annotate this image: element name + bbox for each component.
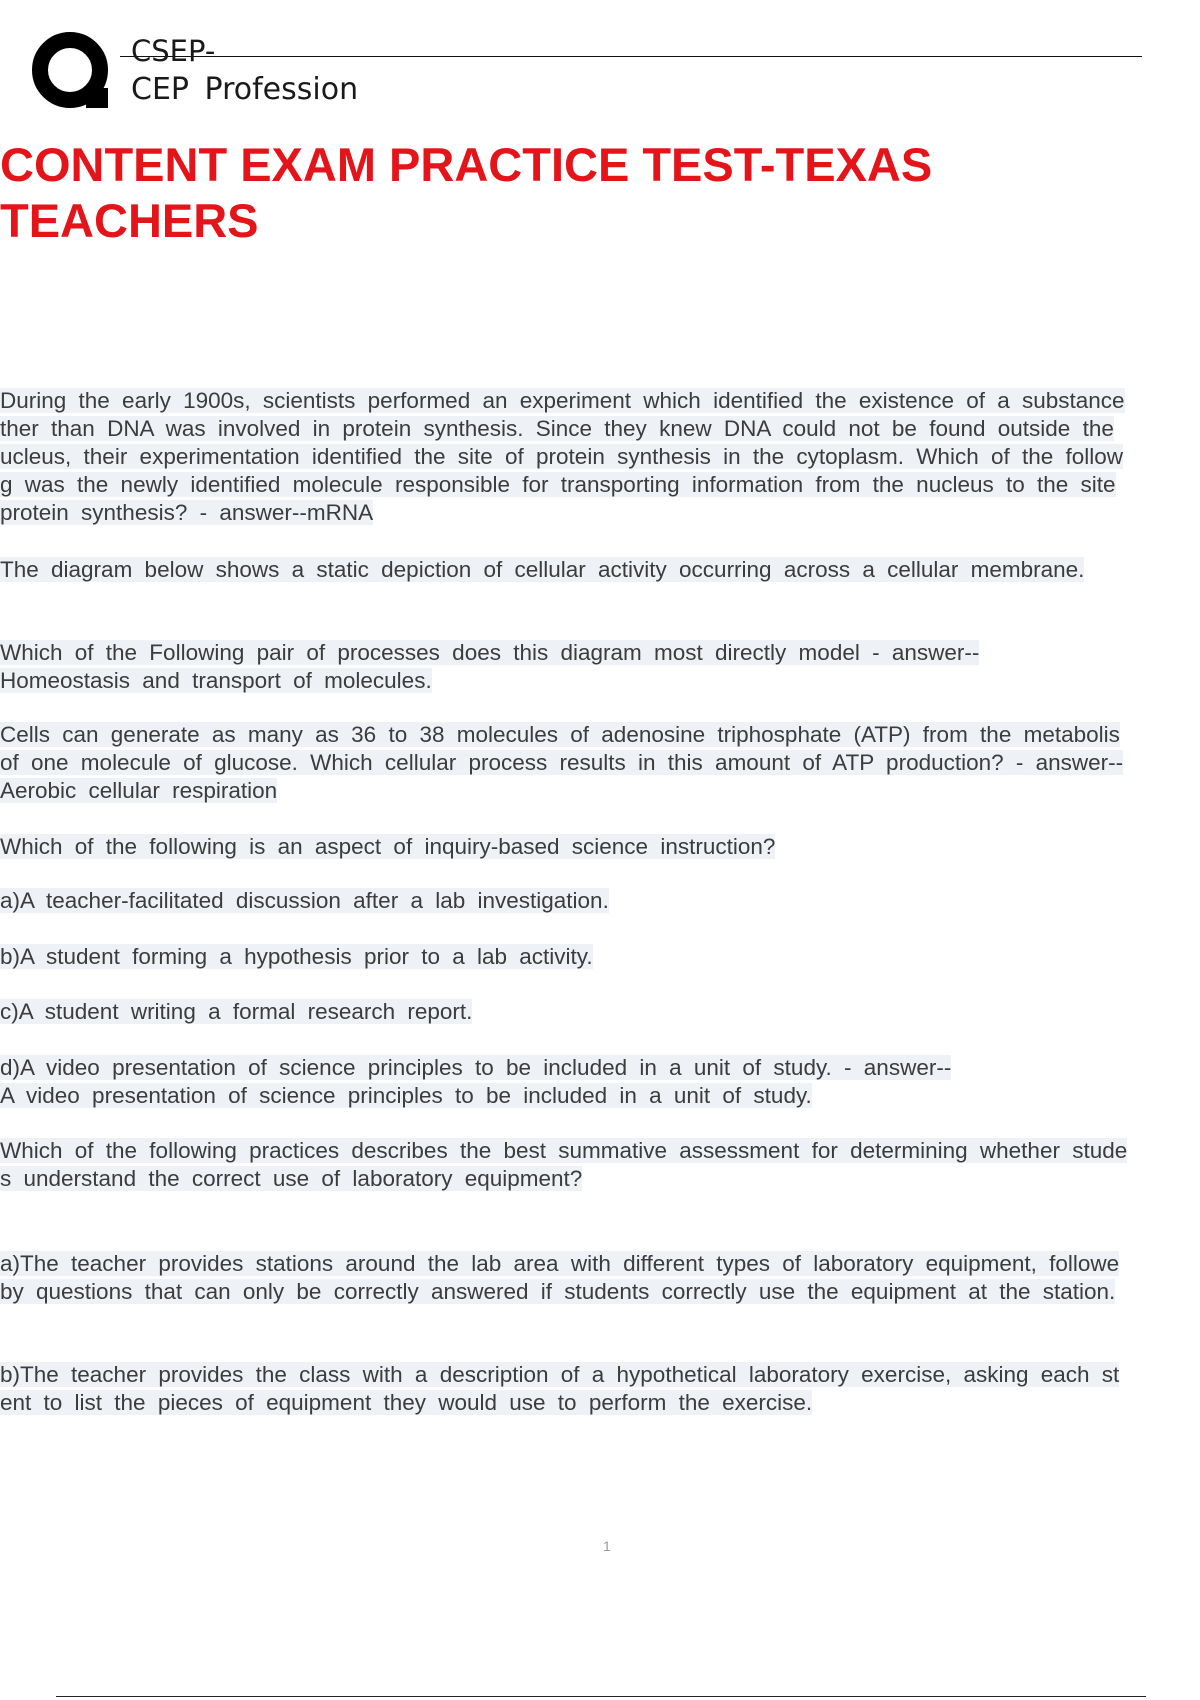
paragraph-line bbox=[0, 443, 1200, 471]
paragraph bbox=[0, 1137, 1200, 1193]
paragraph-line-text: of one molecule of glucose. Which cellular process results in this amount of ATP production? - answer-- bbox=[0, 750, 1124, 775]
paragraph-line bbox=[0, 833, 1200, 861]
paragraph-line bbox=[0, 1278, 1200, 1306]
paragraph bbox=[0, 387, 1200, 527]
paragraph bbox=[0, 639, 1200, 695]
paragraph-line bbox=[0, 1165, 1200, 1193]
paragraph-line-text: d)A video presentation of science principles to be included in a unit of study. - answer-- bbox=[0, 1055, 952, 1080]
paragraph-line-text: by questions that can only be correctly answered if students correctly use the equipment at the station. bbox=[0, 1279, 1116, 1304]
paragraph-line-text: b)The teacher provides the class with a description of a hypothetical laboratory exercise, asking each st bbox=[0, 1362, 1120, 1387]
page-number: 1 bbox=[603, 1538, 611, 1554]
paragraph-line-text: ucleus, their experimentation identified the site of protein synthesis in the cytoplasm. Which of the follow bbox=[0, 444, 1124, 469]
paragraph-line-text: g was the newly identified molecule responsible for transporting information from the nucleus to the site bbox=[0, 472, 1116, 497]
page-title bbox=[0, 137, 1000, 249]
paragraph-line bbox=[0, 1250, 1200, 1278]
paragraph-line-text: Cells can generate as many as 36 to 38 molecules of adenosine triphosphate (ATP) from the metabolis bbox=[0, 722, 1120, 747]
paragraph-line-text: protein synthesis? - answer--mRNA bbox=[0, 500, 374, 525]
paragraph bbox=[0, 943, 1200, 971]
paragraph bbox=[0, 887, 1200, 915]
paragraph-line bbox=[0, 471, 1200, 499]
paragraph-line bbox=[0, 943, 1200, 971]
paragraph-line-text: a)A teacher-facilitated discussion after a lab investigation. bbox=[0, 888, 609, 913]
paragraph-line-text: Which of the following is an aspect of inquiry-based science instruction? bbox=[0, 834, 776, 859]
header-line-1: CSEP- bbox=[131, 34, 216, 68]
paragraph-line bbox=[0, 998, 1200, 1026]
paragraph-line-text: s understand the correct use of laboratory equipment? bbox=[0, 1166, 583, 1191]
paragraph-line bbox=[0, 639, 1200, 667]
paragraph-line bbox=[0, 1389, 1200, 1417]
paragraph-line-text: c)A student writing a formal research report. bbox=[0, 999, 473, 1024]
title-line-1: CONTENT EXAM PRACTICE TEST-TEXAS bbox=[0, 138, 933, 191]
paragraph bbox=[0, 721, 1200, 805]
paragraph-line-text: ent to list the pieces of equipment they would use to perform the exercise. bbox=[0, 1390, 813, 1415]
paragraph bbox=[0, 1250, 1200, 1306]
paragraph bbox=[0, 833, 1200, 861]
header-rule bbox=[120, 56, 1142, 57]
paragraph-line bbox=[0, 1054, 1200, 1082]
header-line-2: CEP Profession bbox=[131, 72, 359, 107]
footer-rule bbox=[56, 1696, 1146, 1697]
paragraph-line bbox=[0, 1137, 1200, 1165]
paragraph-line bbox=[0, 556, 1200, 584]
paragraph-line bbox=[0, 1082, 1200, 1110]
paragraph-line-text: The diagram below shows a static depiction of cellular activity occurring across a cellular membrane. bbox=[0, 557, 1085, 582]
paragraph-line-text: During the early 1900s, scientists performed an experiment which identified the existence of a substance bbox=[0, 388, 1125, 413]
paragraph-line-text: a)The teacher provides stations around the lab area with different types of laboratory equipment, followe bbox=[0, 1251, 1120, 1276]
paragraph-line bbox=[0, 415, 1200, 443]
paragraph-line bbox=[0, 499, 1200, 527]
paragraph-line bbox=[0, 387, 1200, 415]
paragraph-line-text: Which of the following practices describes the best summative assessment for determining whether stude bbox=[0, 1138, 1128, 1163]
paragraph-line bbox=[0, 721, 1200, 749]
paragraph-line-text: A video presentation of science principles to be included in a unit of study. bbox=[0, 1083, 812, 1108]
paragraph-line bbox=[0, 887, 1200, 915]
paragraph-line-text: Aerobic cellular respiration bbox=[0, 778, 278, 803]
paragraph-line bbox=[0, 1361, 1200, 1389]
paragraph bbox=[0, 556, 1200, 584]
logo-icon bbox=[30, 30, 112, 112]
paragraph bbox=[0, 998, 1200, 1026]
paragraph-line-text: Homeostasis and transport of molecules. bbox=[0, 668, 432, 693]
paragraph-line bbox=[0, 667, 1200, 695]
paragraph bbox=[0, 1054, 1200, 1110]
paragraph bbox=[0, 1361, 1200, 1417]
paragraph-line-text: b)A student forming a hypothesis prior to a lab activity. bbox=[0, 944, 593, 969]
paragraph-line bbox=[0, 749, 1200, 777]
paragraph-line-text: Which of the Following pair of processes does this diagram most directly model - answer-- bbox=[0, 640, 980, 665]
paragraph-line bbox=[0, 777, 1200, 805]
title-line-2: TEACHERS bbox=[0, 194, 259, 247]
paragraph-line-text: ther than DNA was involved in protein synthesis. Since they knew DNA could not be found outside the bbox=[0, 416, 1114, 441]
